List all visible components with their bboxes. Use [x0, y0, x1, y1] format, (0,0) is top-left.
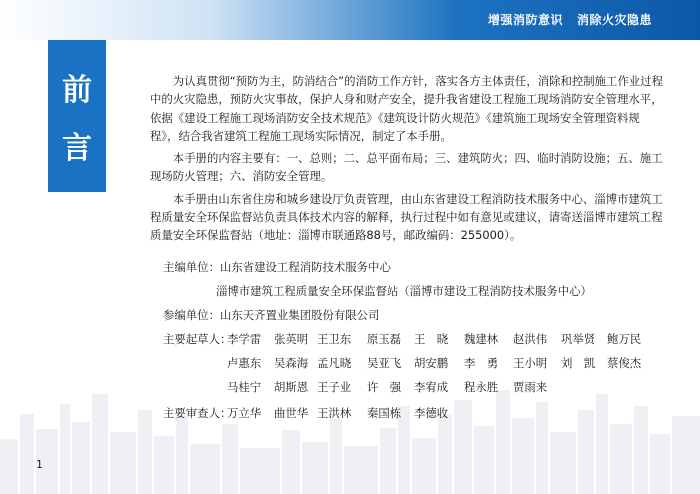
preface-paragraph-1: 为认真贯彻“预防为主，防消结合”的消防工作方针，落实各方主体责任，消除和控制施工作业过程中的火灾隐患，预防火灾事故，保护人身和财产安全，提升我省建设工程施工现场消防安全管理水平，依据《建设工程施工现场消防安全技术规范》《建筑设计防火规范》《建筑施工现场安全管理资料规程》，结合我省建筑工程施工现场实际情况，制定了本手册。	[150, 74, 664, 143]
drafter-name: 蔡俊杰	[607, 356, 642, 370]
drafter-name: 卢惠东	[227, 356, 262, 370]
participant-row	[163, 306, 379, 324]
reviewer-name: 李德收	[414, 406, 449, 420]
participant-unit: 山东天齐置业集团股份有限公司	[219, 308, 380, 322]
editor-row	[163, 258, 391, 276]
participant-label: 参编单位：	[163, 308, 220, 322]
drafter-name: 王小明	[513, 356, 548, 370]
drafter-name: 贾雨来	[513, 380, 548, 394]
drafter-name: 赵洪伟	[513, 332, 548, 346]
preface-body	[150, 72, 665, 245]
drafter-name: 魏建林	[464, 332, 499, 346]
drafter-name: 巩举贤	[561, 332, 596, 346]
editor-label: 主编单位：	[163, 260, 220, 274]
reviewers-label: 主要审查人：	[163, 406, 232, 420]
drafter-name: 张英明	[274, 332, 309, 346]
drafter-name: 王卫东	[317, 332, 352, 346]
drafter-name: 李 勇	[464, 356, 499, 370]
header-banner	[0, 0, 700, 40]
drafter-name: 孟凡晓	[317, 356, 352, 370]
preface-paragraph-2: 本手册的内容主要有：一、总则；二、总平面布局；三、建筑防火；四、临时消防设施；五、施工现场防火管理；六、消防安全管理。	[150, 151, 663, 184]
drafters-label: 主要起草人：	[163, 332, 232, 346]
section-title-char-1: 前	[62, 73, 92, 108]
preface-paragraph-3: 本手册由山东省住房和城乡建设厅负责管理，由山东省建设工程消防技术服务中心、淄博市建筑工程质量安全环保监督站负责具体技术内容的解释，执行过程中如有意见或建议，请寄送淄博市建筑工程质量安全环保监督站（地址：淄博市联通路88号，邮政编码：255000）。	[150, 191, 663, 243]
section-title-char-2: 言	[62, 131, 92, 166]
reviewer-name: 万立华	[227, 406, 262, 420]
drafter-name: 吴森海	[274, 356, 309, 370]
drafter-name: 胡安鹏	[414, 356, 449, 370]
slogan-eliminate-hazards: 消除火灾隐患	[576, 13, 652, 27]
drafter-name: 吴亚飞	[367, 356, 402, 370]
drafter-name: 李学雷	[227, 332, 262, 346]
section-title-tab	[48, 40, 106, 192]
drafters-row-2	[227, 354, 667, 372]
drafter-name: 李宥成	[414, 380, 449, 394]
section-title	[48, 62, 106, 178]
slogan-fire-awareness: 增强消防意识	[487, 13, 563, 27]
drafter-name: 王子业	[317, 380, 352, 394]
reviewers-row	[227, 404, 667, 422]
drafter-name: 许 强	[367, 380, 402, 394]
reviewer-name: 秦国栋	[367, 406, 402, 420]
header-slogan	[488, 11, 652, 28]
drafter-name: 王 晓	[414, 332, 449, 346]
drafters-row-1	[227, 330, 667, 348]
drafter-name: 马桂宁	[227, 380, 262, 394]
page-number: 1	[36, 458, 43, 471]
reviewer-name: 王洪林	[317, 406, 352, 420]
drafters-row-3	[227, 378, 667, 396]
drafter-name: 鲍万民	[607, 332, 642, 346]
drafter-name: 程永胜	[464, 380, 499, 394]
editor-row-2	[216, 282, 592, 300]
editor-unit-1: 山东省建设工程消防技术服务中心	[219, 260, 391, 274]
drafter-name: 刘 凯	[561, 356, 596, 370]
reviewer-name: 曲世华	[274, 406, 309, 420]
editor-unit-2: 淄博市建筑工程质量安全环保监督站（淄博市建设工程消防技术服务中心）	[216, 284, 592, 298]
drafter-name: 胡斯恩	[274, 380, 309, 394]
drafter-name: 原玉磊	[367, 332, 402, 346]
